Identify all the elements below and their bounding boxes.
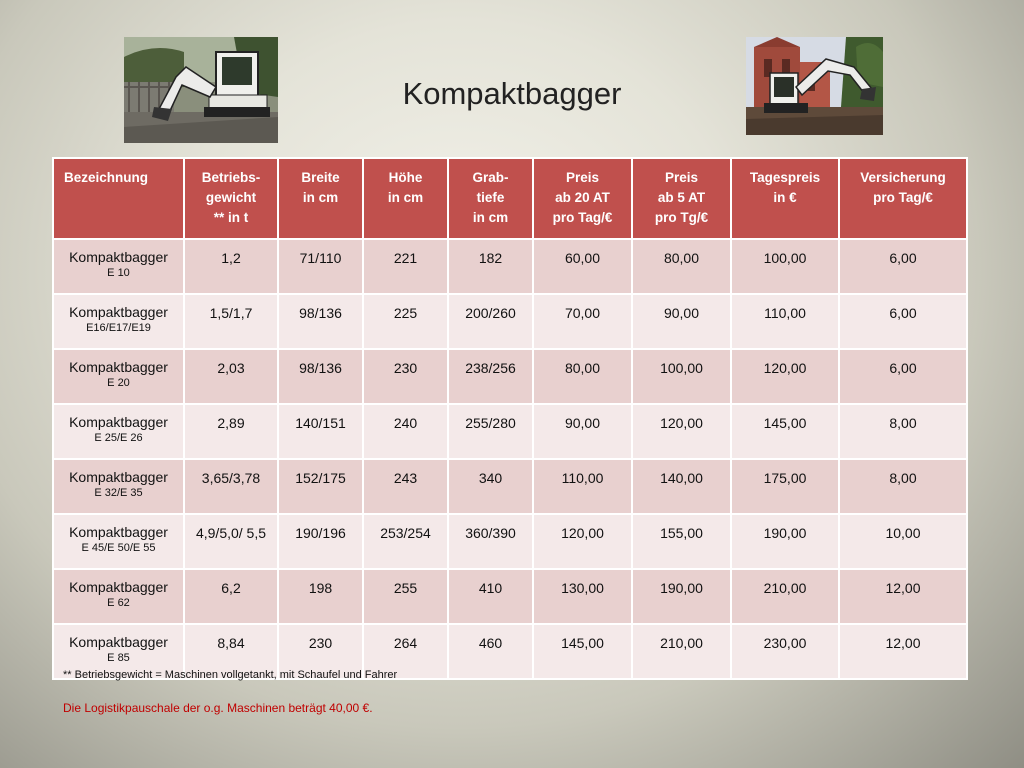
header-line: Tagespreis <box>749 170 821 185</box>
header-breite <box>278 158 363 239</box>
table-cell: 340 <box>448 459 533 514</box>
header-line: Versicherung <box>860 170 946 185</box>
table-cell: 190/196 <box>278 514 363 569</box>
table-cell: 175,00 <box>731 459 839 514</box>
table-cell: 1,5/1,7 <box>184 294 278 349</box>
machine-model: E 32/E 35 <box>94 487 143 499</box>
machine-model: E 20 <box>107 377 130 389</box>
table-cell: 230 <box>363 349 448 404</box>
header-line: ** in t <box>213 210 249 225</box>
table-cell: 230 <box>278 624 363 679</box>
table-cell: 198 <box>278 569 363 624</box>
header-line: ab 20 AT <box>555 190 610 205</box>
header-preis-20at <box>533 158 632 239</box>
table-row <box>53 239 967 294</box>
header-line: Preis <box>565 170 600 185</box>
table-cell: 3,65/3,78 <box>184 459 278 514</box>
machine-name: Kompaktbagger <box>69 414 168 430</box>
table-cell: 80,00 <box>533 349 632 404</box>
table-cell: 100,00 <box>632 349 731 404</box>
table-cell: 152/175 <box>278 459 363 514</box>
machine-model: E16/E17/E19 <box>86 322 151 334</box>
logistics-note: Die Logistikpauschale der o.g. Maschinen beträgt 40,00 €. <box>63 701 373 715</box>
table-cell: 100,00 <box>731 239 839 294</box>
machine-name: Kompaktbagger <box>69 524 168 540</box>
table-cell: 130,00 <box>533 569 632 624</box>
table-cell: 8,00 <box>839 459 967 514</box>
machine-model: E 45/E 50/E 55 <box>81 542 156 554</box>
header-bezeichnung <box>53 158 184 239</box>
table-header-row <box>53 158 967 239</box>
table-cell: 2,03 <box>184 349 278 404</box>
machine-name-cell <box>53 569 184 624</box>
table-cell: 120,00 <box>632 404 731 459</box>
header-line: in cm <box>472 210 509 225</box>
machine-name-cell <box>53 349 184 404</box>
table-cell: 6,00 <box>839 294 967 349</box>
header-line: Breite <box>301 170 340 185</box>
table-cell: 238/256 <box>448 349 533 404</box>
page-title: Kompaktbagger <box>402 76 622 111</box>
machine-name: Kompaktbagger <box>69 359 168 375</box>
table-cell: 8,84 <box>184 624 278 679</box>
machine-model: E 62 <box>107 597 130 609</box>
table-cell: 255 <box>363 569 448 624</box>
table-cell: 230,00 <box>731 624 839 679</box>
header-versicherung <box>839 158 967 239</box>
table-cell: 221 <box>363 239 448 294</box>
table-cell: 145,00 <box>533 624 632 679</box>
machine-name-cell <box>53 404 184 459</box>
machine-name-cell <box>53 459 184 514</box>
header-betriebsgewicht <box>184 158 278 239</box>
table-cell: 253/254 <box>363 514 448 569</box>
table-cell: 140,00 <box>632 459 731 514</box>
header-line: gewicht <box>205 190 257 205</box>
table-cell: 264 <box>363 624 448 679</box>
table-cell: 90,00 <box>533 404 632 459</box>
machine-name: Kompaktbagger <box>69 304 168 320</box>
table-cell: 80,00 <box>632 239 731 294</box>
table-cell: 110,00 <box>533 459 632 514</box>
table-cell: 6,2 <box>184 569 278 624</box>
table-row <box>53 459 967 514</box>
header-line: in cm <box>302 190 339 205</box>
table-cell: 8,00 <box>839 404 967 459</box>
machine-model: E 85 <box>107 652 130 664</box>
machine-name-cell <box>53 239 184 294</box>
table-cell: 1,2 <box>184 239 278 294</box>
table-cell: 12,00 <box>839 569 967 624</box>
machine-name: Kompaktbagger <box>69 634 168 650</box>
table-row <box>53 569 967 624</box>
price-table <box>52 157 968 680</box>
table-cell: 120,00 <box>533 514 632 569</box>
table-cell: 243 <box>363 459 448 514</box>
table-cell: 98/136 <box>278 349 363 404</box>
table-cell: 6,00 <box>839 349 967 404</box>
table-cell: 10,00 <box>839 514 967 569</box>
table-cell: 210,00 <box>731 569 839 624</box>
table-cell: 110,00 <box>731 294 839 349</box>
machine-name: Kompaktbagger <box>69 579 168 595</box>
table-row <box>53 349 967 404</box>
header-line: Grab- <box>472 170 509 185</box>
table-row <box>53 514 967 569</box>
table-cell: 255/280 <box>448 404 533 459</box>
header-line: Höhe <box>388 170 423 185</box>
header-line: Preis <box>664 170 699 185</box>
table-cell: 225 <box>363 294 448 349</box>
table-cell: 60,00 <box>533 239 632 294</box>
table-cell: 4,9/5,0/ 5,5 <box>184 514 278 569</box>
header-line: pro Tg/€ <box>654 210 709 225</box>
table-cell: 71/110 <box>278 239 363 294</box>
header-line: in cm <box>387 190 424 205</box>
table-cell: 182 <box>448 239 533 294</box>
table-cell: 70,00 <box>533 294 632 349</box>
header-hoehe <box>363 158 448 239</box>
table-cell: 155,00 <box>632 514 731 569</box>
table-cell: 12,00 <box>839 624 967 679</box>
header-line: pro Tag/€ <box>552 210 613 225</box>
table-cell: 200/260 <box>448 294 533 349</box>
table-cell: 98/136 <box>278 294 363 349</box>
table-cell: 410 <box>448 569 533 624</box>
machine-name-cell <box>53 514 184 569</box>
table-cell: 360/390 <box>448 514 533 569</box>
header-line: pro Tag/€ <box>873 190 933 205</box>
table-cell: 120,00 <box>731 349 839 404</box>
header-tagespreis <box>731 158 839 239</box>
header-line: in € <box>773 190 797 205</box>
table-cell: 460 <box>448 624 533 679</box>
header-preis-5at <box>632 158 731 239</box>
header-line: ab 5 AT <box>657 190 706 205</box>
table-cell: 140/151 <box>278 404 363 459</box>
table-cell: 240 <box>363 404 448 459</box>
table-row <box>53 404 967 459</box>
header-line: tiefe <box>476 190 505 205</box>
table-cell: 190,00 <box>632 569 731 624</box>
table-cell: 2,89 <box>184 404 278 459</box>
table-row <box>53 294 967 349</box>
machine-model: E 10 <box>107 267 130 279</box>
table-cell: 145,00 <box>731 404 839 459</box>
header-line: Betriebs- <box>201 170 261 185</box>
table-cell: 6,00 <box>839 239 967 294</box>
table-cell: 90,00 <box>632 294 731 349</box>
footnote: ** Betriebsgewicht = Maschinen vollgetankt, mit Schaufel und Fahrer <box>63 669 398 681</box>
machine-name: Kompaktbagger <box>69 469 168 485</box>
table-cell: 210,00 <box>632 624 731 679</box>
table-cell: 190,00 <box>731 514 839 569</box>
machine-name: Kompaktbagger <box>69 249 168 265</box>
machine-model: E 25/E 26 <box>94 432 143 444</box>
machine-name-cell <box>53 294 184 349</box>
header-line: Bezeichnung <box>64 170 149 185</box>
header-grabtiefe <box>448 158 533 239</box>
